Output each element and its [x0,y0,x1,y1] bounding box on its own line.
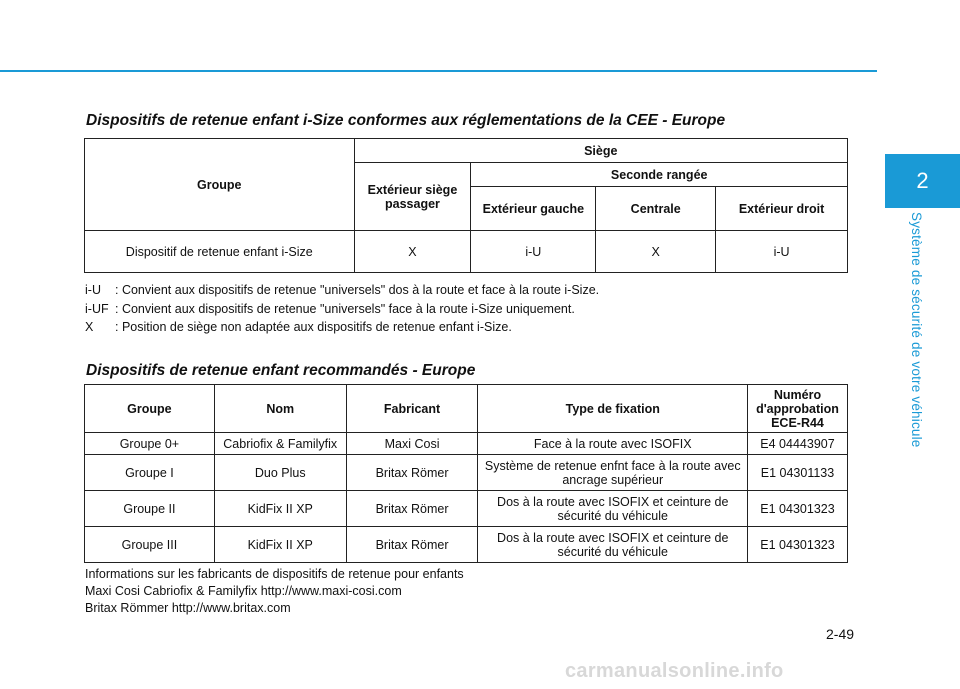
header-numero-approbation: Numéro d'approbation ECE-R44 [748,385,848,433]
table-cell: i-U [716,231,848,273]
note-item [85,318,599,337]
table-cell: KidFix II XP [214,491,346,527]
table-cell: Britax Römer [346,455,478,491]
table-cell: E1 04301323 [748,527,848,563]
table-row [85,231,848,273]
manufacturer-info [85,566,464,617]
table-cell: Cabriofix & Familyfix [214,433,346,455]
note-item [85,300,599,319]
table-cell: Dos à la route avec ISOFIX et ceinture de sécurité du véhicule [478,527,748,563]
header-centrale: Centrale [596,187,716,231]
header-groupe: Groupe [85,385,215,433]
note-key: i-U [85,283,101,297]
header-type-fixation: Type de fixation [478,385,748,433]
info-line: Maxi Cosi Cabriofix & Familyfix http://www.maxi-cosi.com [85,584,402,598]
top-rule [0,70,877,72]
table-cell: Groupe I [85,455,215,491]
table-cell: E1 04301323 [748,491,848,527]
header-exterieur-gauche: Extérieur gauche [471,187,596,231]
note-text: : Convient aux dispositifs de retenue "universels" dos à la route et face à la route i-Size. [115,283,600,297]
note-text: : Position de siège non adaptée aux dispositifs de retenue enfant i-Size. [115,320,512,334]
table-row [85,433,848,455]
recommended-table [84,384,848,563]
section1-title: Dispositifs de retenue enfant i-Size conformes aux réglementations de la CEE - Europe [86,112,726,129]
info-line: Britax Römmer http://www.britax.com [85,601,291,615]
table-cell: E4 04443907 [748,433,848,455]
table-cell: Dispositif de retenue enfant i-Size [85,231,355,273]
section2-title: Dispositifs de retenue enfant recommandés - Europe [86,362,476,379]
note-item [85,281,599,300]
isize-notes [85,281,599,337]
header-groupe: Groupe [85,139,355,231]
header-nom: Nom [214,385,346,433]
table-cell: Système de retenue enfnt face à la route avec ancrage supérieur [478,455,748,491]
watermark: carmanualsonline.info [565,660,784,682]
header-exterieur-droit: Extérieur droit [716,187,848,231]
header-fabricant: Fabricant [346,385,478,433]
table-cell: KidFix II XP [214,527,346,563]
table-cell: Groupe II [85,491,215,527]
header-exterieur-passager: Extérieur siège passager [354,163,471,231]
table-cell: Dos à la route avec ISOFIX et ceinture de sécurité du véhicule [478,491,748,527]
page-number: 2-49 [826,626,855,642]
note-key: X [85,320,94,334]
info-line: Informations sur les fabricants de dispositifs de retenue pour enfants [85,567,464,581]
table-row [85,527,848,563]
table-cell: Duo Plus [214,455,346,491]
header-seconde-rangee: Seconde rangée [471,163,848,187]
table-row [85,491,848,527]
table-row [85,455,848,491]
table-cell: Maxi Cosi [346,433,478,455]
header-siege: Siège [354,139,847,163]
table-cell: Britax Römer [346,527,478,563]
table-cell: Groupe 0+ [85,433,215,455]
note-text: : Convient aux dispositifs de retenue "universels" face à la route i-Size uniquement. [115,301,575,316]
chapter-side-title: Système de sécurité de votre véhicule [909,212,924,448]
chapter-tab: 2 [885,154,960,208]
table-cell: X [354,231,471,273]
table-cell: Britax Römer [346,491,478,527]
table-cell: i-U [471,231,596,273]
table-cell: Face à la route avec ISOFIX [478,433,748,455]
table-cell: E1 04301133 [748,455,848,491]
table-cell: X [596,231,716,273]
isize-table [84,138,848,273]
table-cell: Groupe III [85,527,215,563]
note-key: i-UF [85,301,109,316]
